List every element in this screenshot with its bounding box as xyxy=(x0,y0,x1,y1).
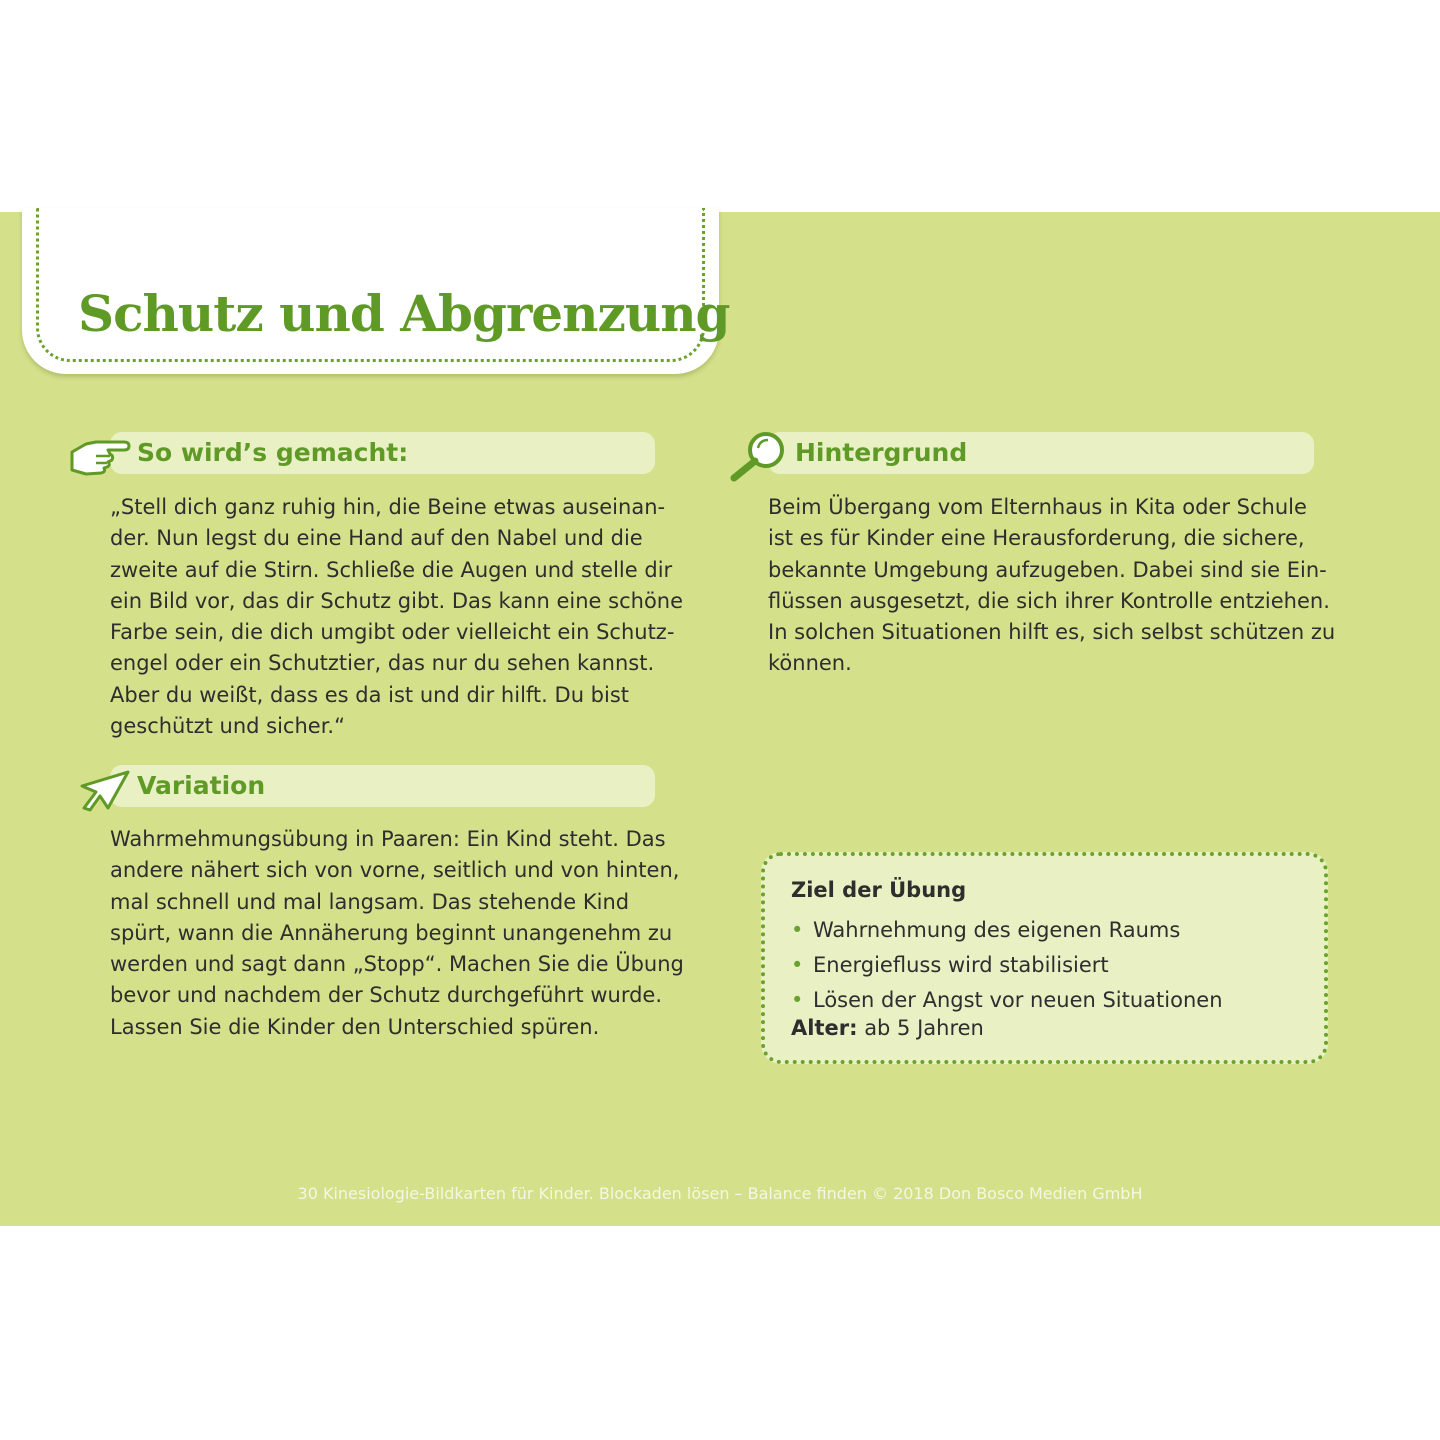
goal-box xyxy=(761,852,1328,1064)
title-tab xyxy=(22,208,730,374)
list-item xyxy=(791,948,1223,983)
age-label: Alter: xyxy=(791,1016,858,1040)
goal-list xyxy=(791,913,1223,1018)
bullet-icon: • xyxy=(791,988,804,1012)
how-to-heading: So wird’s gemacht: xyxy=(137,438,409,467)
card-title: Schutz und Abgrenzung xyxy=(78,284,730,343)
pointing-hand-icon xyxy=(68,434,132,478)
goal-item: Energiefluss wird stabilisiert xyxy=(813,953,1109,977)
copyright-footer: 30 Kinesiologie-Bildkarten für Kinder. Blockaden lösen – Balance finden © 2018 Don Bosco Medien GmbH xyxy=(297,1184,1143,1203)
bullet-icon: • xyxy=(791,918,804,942)
arrow-cursor-icon xyxy=(76,768,132,814)
background-header xyxy=(768,432,1314,474)
bullet-icon: • xyxy=(791,953,804,977)
goal-item: Wahrnehmung des eigenen Raums xyxy=(813,918,1181,942)
background-heading: Hintergrund xyxy=(795,438,968,467)
variation-heading: Variation xyxy=(137,771,266,800)
list-item xyxy=(791,913,1223,948)
variation-text: Wahrmehmungsübung in Paaren: Ein Kind steht. Das andere nähert sich von vorne, seitlich und von hinten, mal schnell und mal langsam. Das stehende Kind spürt, wann die Annäherung beginnt unangenehm zu werden und sagt dann „Stopp“. Machen Sie die Übung bevor und nachdem der Schutz durchgeführt wurde. Lassen Sie die Kinder den Unterschied spüren. xyxy=(110,827,684,1039)
variation-header xyxy=(110,765,655,807)
goal-item: Lösen der Angst vor neuen Situationen xyxy=(813,988,1223,1012)
how-to-text: „Stell dich ganz ruhig hin, die Beine etwas auseinan- der. Nun legst du eine Hand auf den Nabel und die zweite auf die Stirn. Schließe die Augen und stelle dir ein Bild vor, das dir Schutz gibt. Das kann eine schöne Farbe sein, die dich umgibt oder vielleicht ein Schutz- engel oder ein Schutztier, das nur du sehen kannst. Aber du weißt, dass es da ist und dir hilft. Du bist geschützt und sicher.“ xyxy=(110,495,684,739)
age-value: ab 5 Jahren xyxy=(864,1016,984,1040)
background-text: Beim Übergang vom Elternhaus in Kita oder Schule ist es für Kinder eine Herausforderung, die sichere, bekannte Umgebung aufzugeben. Dabei sind sie Ein- flüssen ausgesetzt, die sich ihrer Kontrolle entziehen. In solchen Situationen hilft es, sich selbst schützen zu können. xyxy=(768,495,1336,676)
list-item xyxy=(791,983,1223,1018)
how-to-header xyxy=(110,432,655,474)
goal-heading: Ziel der Übung xyxy=(791,878,967,902)
age-line xyxy=(791,1016,984,1040)
magnifier-icon xyxy=(728,428,792,484)
exercise-card xyxy=(0,212,1440,1226)
